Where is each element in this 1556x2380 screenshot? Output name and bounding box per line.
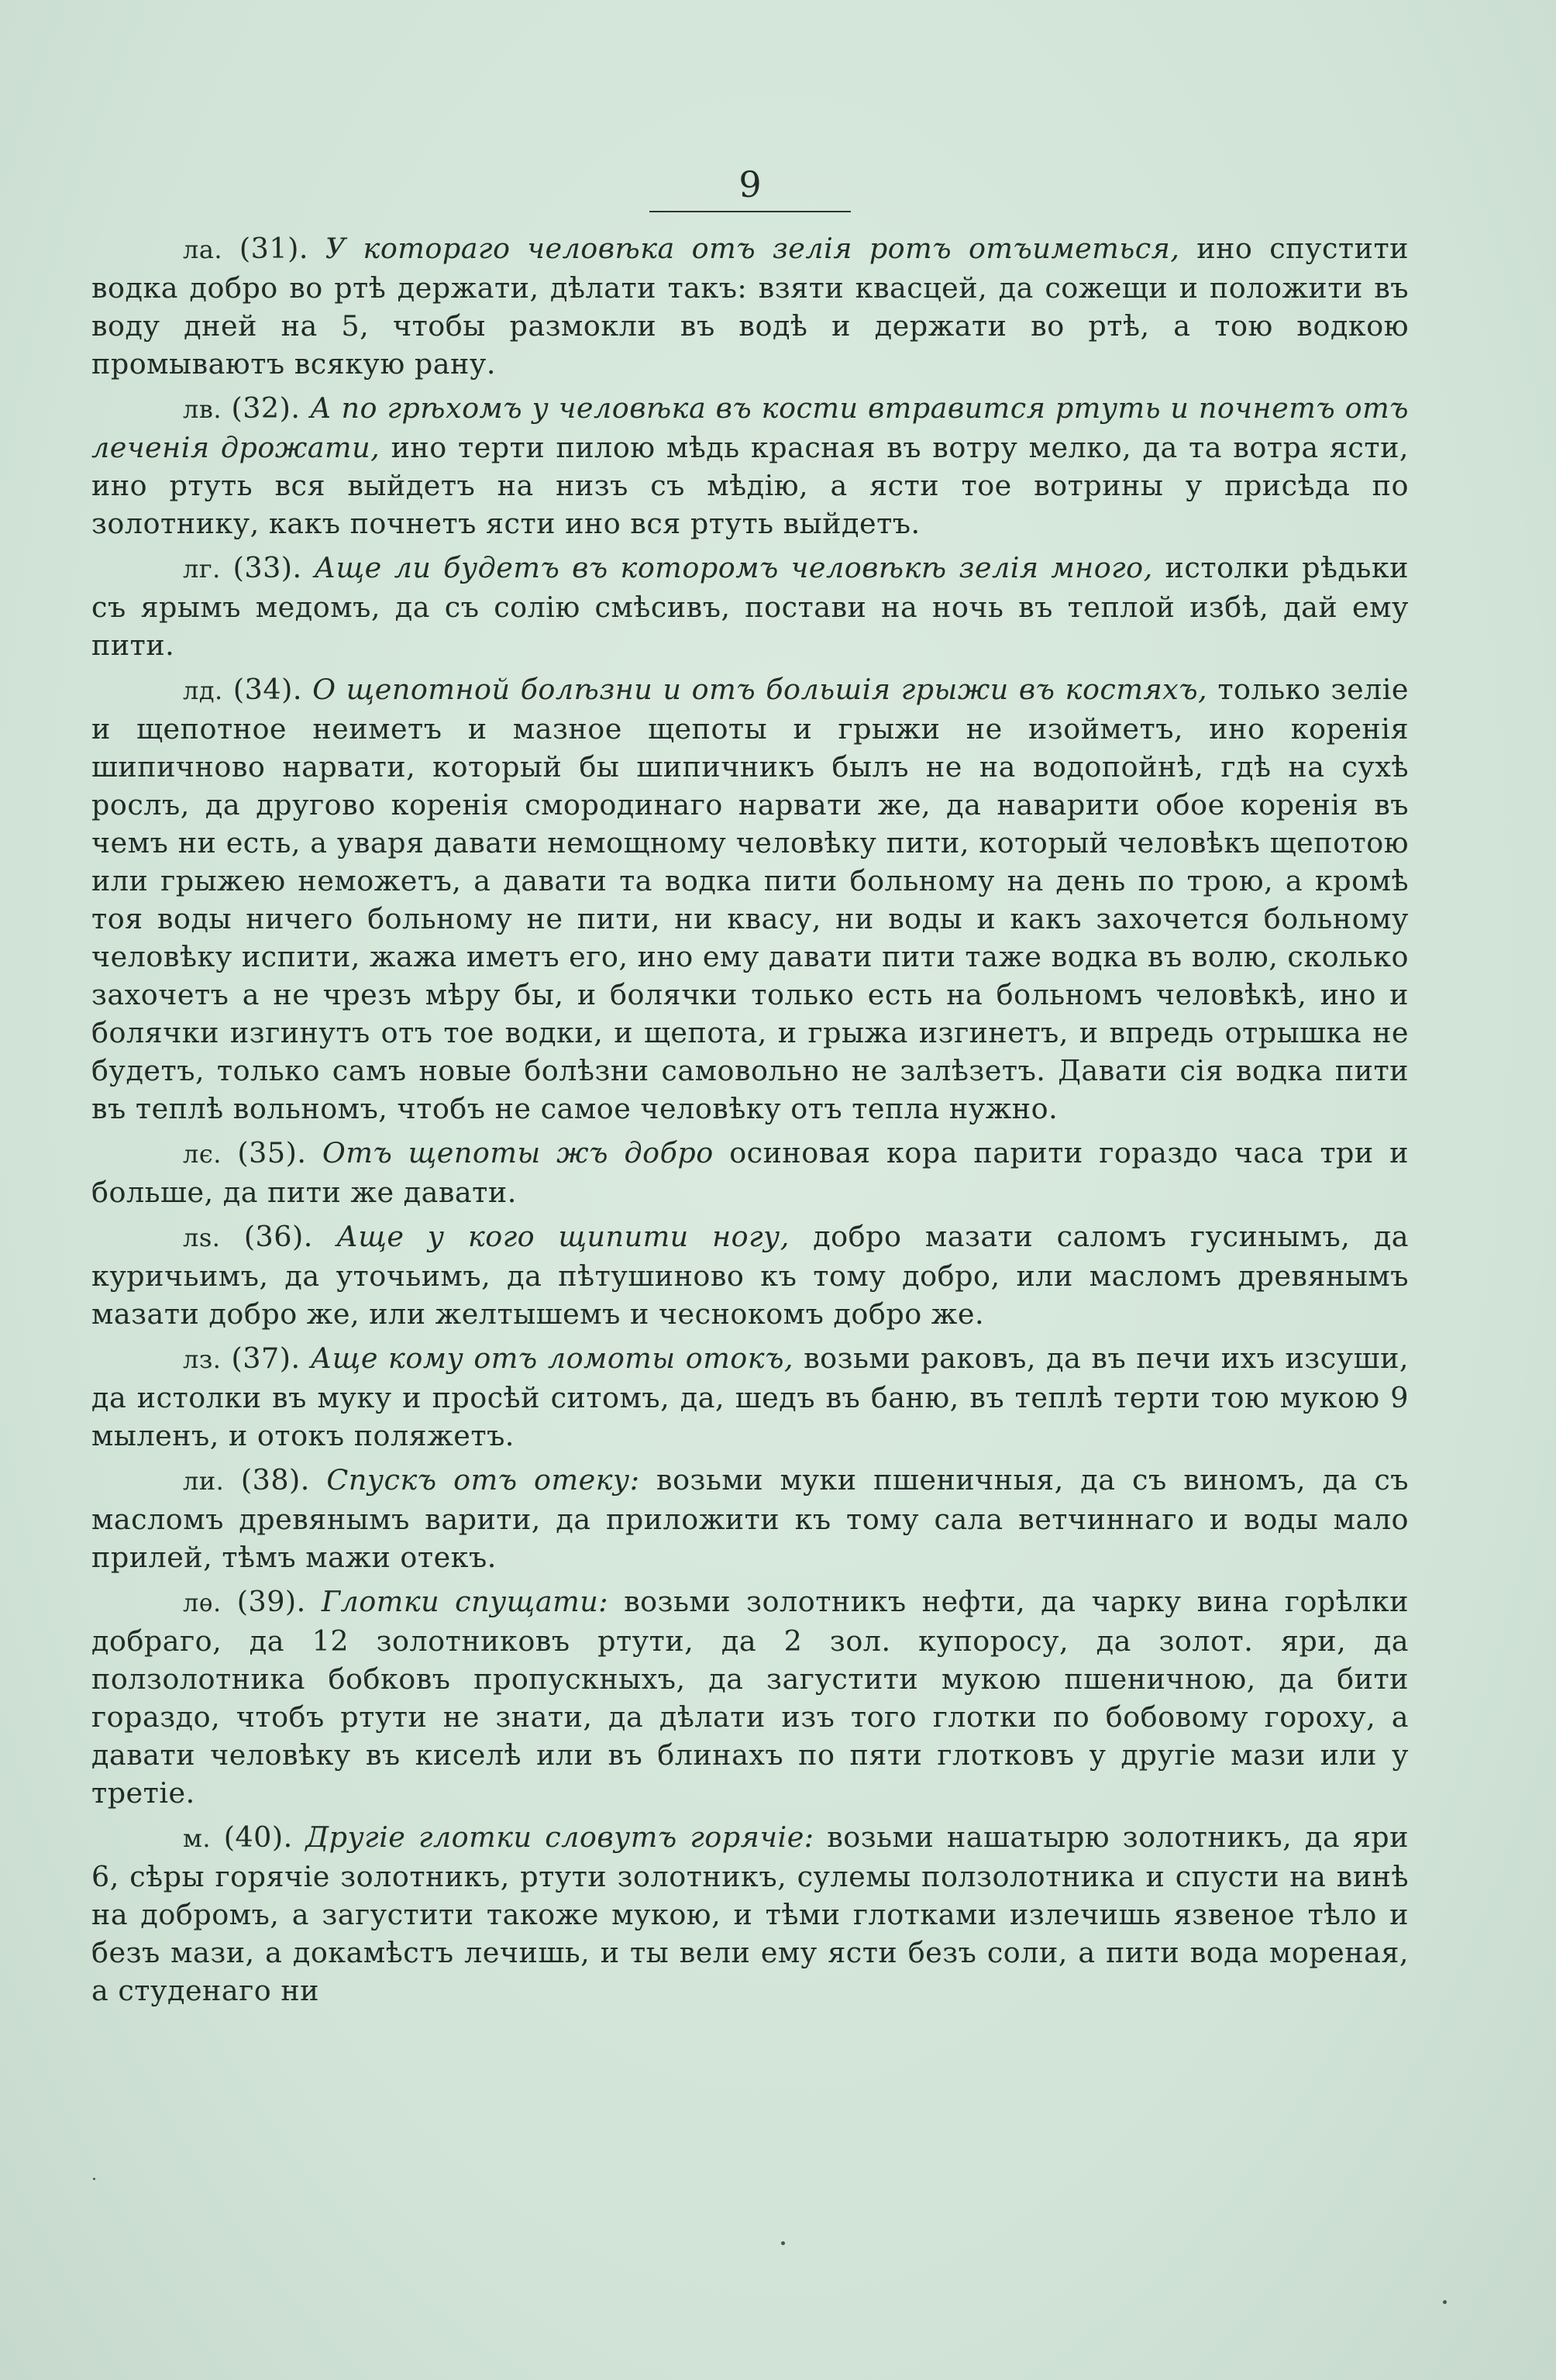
paragraph-reference: (33). <box>232 551 302 584</box>
recipe-paragraph-31 <box>91 229 1409 383</box>
paragraph-reference: (31). <box>239 232 308 265</box>
paragraph-reference: (34). <box>232 673 302 706</box>
recipe-paragraph-37 <box>91 1339 1409 1455</box>
recipe-paragraph-32 <box>91 389 1409 542</box>
text-body <box>91 229 1409 2010</box>
recipe-paragraph-38 <box>91 1461 1409 1576</box>
recipe-paragraph-40 <box>91 1818 1409 2010</box>
page-number: 9 <box>738 164 762 205</box>
paragraph-reference: (32). <box>231 391 301 425</box>
recipe-text: возьми раковъ, да въ печи ихъ изсуши, да истолки въ муку и просѣй ситомъ, да, шедъ въ баню, въ теплѣ терти тою мукою 9 мыленъ, и отокъ поляжетъ. <box>91 1342 1409 1452</box>
recipe-title: Другіе глотки словутъ горячіе: <box>305 1820 814 1854</box>
recipe-title: Аще у кого щипити ногу, <box>336 1220 790 1253</box>
paragraph-reference: (38). <box>240 1463 310 1497</box>
paragraph-reference: (39). <box>236 1585 306 1618</box>
recipe-title: Отъ щепоты жъ добро <box>322 1136 714 1169</box>
recipe-text: возьми золотникъ нефти, да чарку вина горѣлки добраго, да 12 золотниковъ ртути, да 2 зол. купоросу, да золот. яри, да ползолотника бобковъ пропускныхъ, да загустити мукою пшеничною, да бити гораздо, чтобъ ртути не знати, да дѣлати изъ того глотки по бобовому гороху, а давати человѣку въ киселѣ или въ блинахъ по пяти глотковъ у другіе мази или у третіе. <box>91 1585 1410 1810</box>
recipe-text: добро мазати саломъ гусинымъ, да куричьимъ, да уточьимъ, да пѣтушиново къ тому добро, или масломъ древянымъ мазати добро же, или желтышемъ и чеснокомъ добро же. <box>91 1220 1409 1331</box>
church-slavonic-numeral: лд. <box>183 676 223 705</box>
recipe-title: О щепотной болѣзни и отъ большія грыжи въ костяхъ, <box>312 673 1208 706</box>
recipe-text: ино спустити водка добро во ртѣ держати, дѣлати такъ: взяти квасцей, да сожещи и положити въ воду дней на 5, чтобы размокли въ водѣ и держати во ртѣ, а тою водкою промываютъ всякую рану. <box>91 232 1409 381</box>
recipe-paragraph-39 <box>91 1583 1409 1812</box>
paper-speck <box>1443 2300 1447 2304</box>
church-slavonic-numeral: ла. <box>183 235 223 264</box>
church-slavonic-numeral: лг. <box>183 554 221 584</box>
recipe-paragraph-36 <box>91 1218 1409 1333</box>
paragraph-reference: (37). <box>231 1342 301 1375</box>
paragraph-reference: (35). <box>237 1136 307 1169</box>
recipe-text: истолки рѣдьки съ ярымъ медомъ, да съ солію смѣсивъ, постави на ночь въ теплой избѣ, дай ему пити. <box>91 551 1410 662</box>
recipe-title: Спускъ отъ отеку: <box>326 1463 640 1497</box>
page-header <box>91 163 1409 212</box>
church-slavonic-numeral: лѕ. <box>183 1223 221 1252</box>
paragraph-reference: (40). <box>223 1820 293 1854</box>
church-slavonic-numeral: лѳ. <box>183 1588 222 1617</box>
recipe-paragraph-33 <box>91 549 1409 664</box>
paper-speck <box>781 2241 785 2245</box>
paragraph-reference: (36). <box>243 1220 313 1253</box>
header-rule <box>649 211 851 212</box>
church-slavonic-numeral: лз. <box>183 1345 222 1374</box>
paper-speck <box>93 2178 95 2180</box>
church-slavonic-numeral: лє. <box>183 1139 222 1169</box>
recipe-title: Аще ли будетъ въ которомъ человѣкѣ зелія много, <box>314 551 1153 584</box>
church-slavonic-numeral: м. <box>183 1824 212 1853</box>
recipe-paragraph-35 <box>91 1134 1409 1211</box>
recipe-text: осиновая кора парити гораздо часа три и больше, да пити же давати. <box>91 1136 1410 1209</box>
recipe-title: А по грѣхомъ у человѣка въ кости втравится ртуть и почнетъ отъ леченія дрожати, <box>91 391 1410 464</box>
recipe-title: Аще кому отъ ломоты отокъ, <box>310 1342 794 1375</box>
recipe-text: ино терти пилою мѣдь красная въ вотру мелко, да та вотра ясти, ино ртуть вся выйдетъ на низъ съ мѣдію, а ясти тое вотрины у присѣда по золотнику, какъ почнетъ ясти ино вся ртуть выйдетъ. <box>91 431 1409 540</box>
church-slavonic-numeral: ли. <box>183 1466 225 1496</box>
recipe-paragraph-34 <box>91 670 1409 1128</box>
church-slavonic-numeral: лв. <box>183 394 222 424</box>
recipe-title: У котораго человѣка отъ зелія ротъ отъиметься, <box>325 232 1180 265</box>
recipe-text: возьми муки пшеничныя, да съ виномъ, да съ масломъ древянымъ варити, да приложити къ тому сала ветчиннаго и воды мало прилей, тѣмъ мажи отекъ. <box>91 1463 1410 1574</box>
recipe-title: Глотки спущати: <box>321 1585 609 1618</box>
recipe-text: только зеліе и щепотное неиметъ и мазное щепоты и грыжи не изойметъ, ино коренія шипичново нарвати, который бы шипичникъ былъ не на водопойнѣ, гдѣ на сухѣ рослъ, да другово коренія смородинаго нарвати же, да наварити обое коренія въ чемъ ни есть, а уваря давати немощному человѣку пити, который человѣкъ щепотою или грыжею неможетъ, а давати та водка пити больному на день по трою, а кромѣ тоя воды ничего больному не пити, ни квасу, ни воды и какъ захочется больному человѣку испити, жажа иметъ его, ино ему давати пити таже водка въ волю, сколько захочетъ а не чрезъ мѣру бы, и болячки только есть на больномъ человѣкѣ, ино и болячки изгинутъ отъ тое водки, и щепота, и грыжа изгинетъ, и впредь отрышка не будетъ, только самъ новые болѣзни самовольно не залѣзетъ. Давати сія водка пити въ теплѣ вольномъ, чтобъ не самое человѣку отъ тепла нужно. <box>91 673 1410 1125</box>
recipe-text: возьми нашатырю золотникъ, да яри 6, сѣры горячіе золотникъ, ртути золотникъ, сулемы ползолотника и спусти на винѣ на добромъ, а загустити такоже мукою, и тѣми глотками излечишь язвеное тѣло и безъ мази, а докамѣстъ лечишь, и ты вели ему ясти безъ соли, а пити вода мореная, а студенаго ни <box>91 1820 1409 2007</box>
